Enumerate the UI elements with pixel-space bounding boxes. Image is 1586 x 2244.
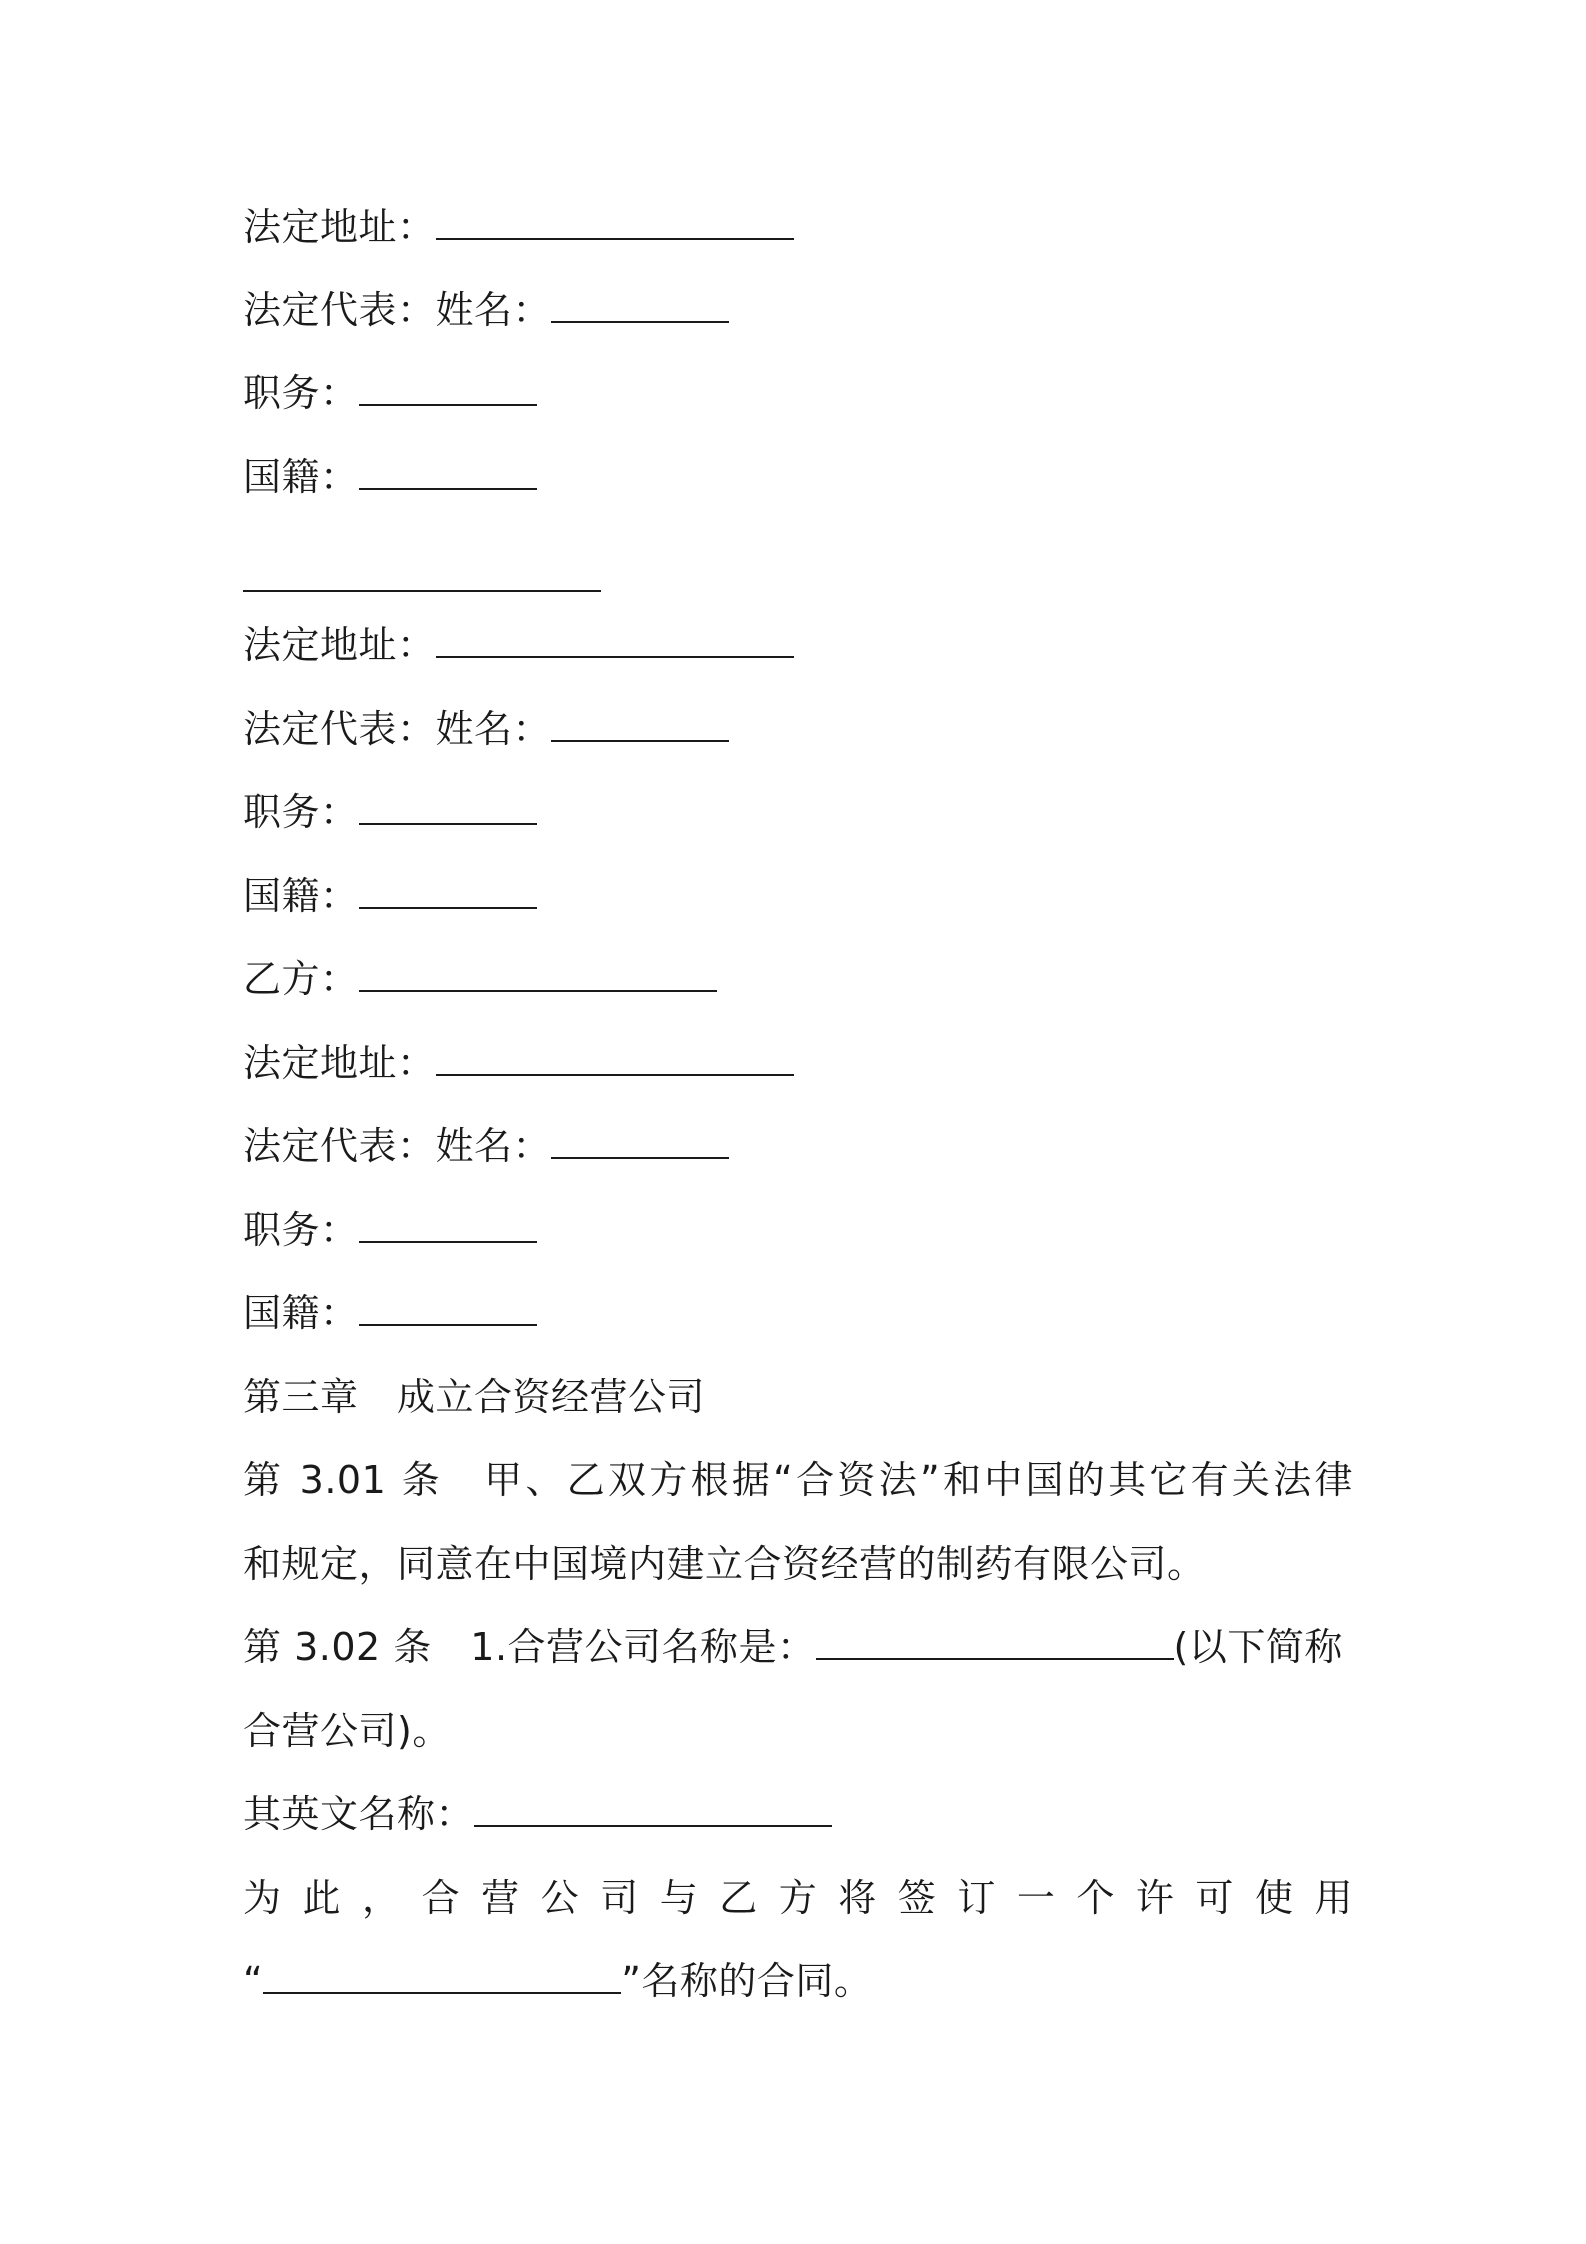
party-b-position — [243, 1207, 537, 1253]
license-closing-text: ”名称的合同。 — [621, 1959, 873, 2003]
field-label: 法定代表：姓名： — [243, 288, 552, 332]
party-legal-address — [243, 622, 794, 668]
field-label: 法定代表：姓名： — [243, 707, 552, 751]
field-label: 职务： — [243, 1208, 359, 1252]
article-suffix: (以下简称 — [1173, 1625, 1343, 1669]
blank-field[interactable] — [436, 204, 794, 240]
field-label: 国籍： — [243, 874, 359, 918]
party-name-blank — [243, 556, 601, 602]
blank-field[interactable] — [359, 1207, 537, 1243]
blank-field[interactable] — [243, 556, 601, 592]
open-quote: “ — [243, 1959, 264, 2003]
party-a-legal-address — [243, 204, 794, 250]
blank-field[interactable] — [359, 370, 537, 406]
field-label: 国籍： — [243, 455, 359, 499]
chapter-title: 第三章 成立合资经营公司 — [243, 1375, 706, 1419]
license-line1: 为此，合营公司与乙方将签订一个许可使用 — [243, 1876, 1353, 1920]
article-label: 第 3.02 条 1.合营公司名称是： — [243, 1625, 816, 1669]
field-label: 乙方： — [243, 957, 359, 1001]
field-label: 法定地址： — [243, 623, 436, 667]
party-legal-rep-name — [243, 706, 729, 752]
party-a-position — [243, 370, 537, 416]
blank-field[interactable] — [359, 873, 537, 909]
blank-field[interactable] — [551, 706, 729, 742]
party-nationality — [243, 873, 537, 919]
blank-field[interactable] — [359, 1290, 537, 1326]
party-b-legal-rep-name — [243, 1123, 729, 1169]
blank-field[interactable] — [359, 789, 537, 825]
english-name-blank[interactable] — [474, 1791, 832, 1827]
article-3-02-line2: 合营公司)。 — [243, 1709, 451, 1753]
blank-field[interactable] — [436, 1040, 794, 1076]
article-3-01-line2: 和规定，同意在中国境内建立合资经营的制药有限公司。 — [243, 1542, 1206, 1586]
party-a-legal-rep-name — [243, 287, 729, 333]
article-3-01-line1: 第 3.01 条 甲、乙双方根据“合资法”和中国的其它有关法律 — [243, 1458, 1353, 1502]
blank-field[interactable] — [551, 287, 729, 323]
license-name-blank[interactable] — [263, 1958, 621, 1994]
field-label: 其英文名称： — [243, 1792, 475, 1836]
field-label: 职务： — [243, 790, 359, 834]
company-name-blank[interactable] — [816, 1624, 1174, 1660]
party-b-legal-address — [243, 1040, 794, 1086]
blank-field[interactable] — [359, 454, 537, 490]
party-b-name — [243, 956, 717, 1002]
field-label: 职务： — [243, 371, 359, 415]
license-line2 — [243, 1958, 872, 2004]
field-label: 法定代表：姓名： — [243, 1124, 552, 1168]
english-name-line — [243, 1791, 832, 1837]
party-position — [243, 789, 537, 835]
article-3-02-line1 — [243, 1624, 1343, 1670]
field-label: 法定地址： — [243, 205, 436, 249]
blank-field[interactable] — [551, 1123, 729, 1159]
party-a-nationality — [243, 454, 537, 500]
party-b-nationality — [243, 1290, 537, 1336]
blank-field[interactable] — [359, 956, 717, 992]
field-label: 法定地址： — [243, 1041, 436, 1085]
blank-field[interactable] — [436, 622, 794, 658]
field-label: 国籍： — [243, 1291, 359, 1335]
